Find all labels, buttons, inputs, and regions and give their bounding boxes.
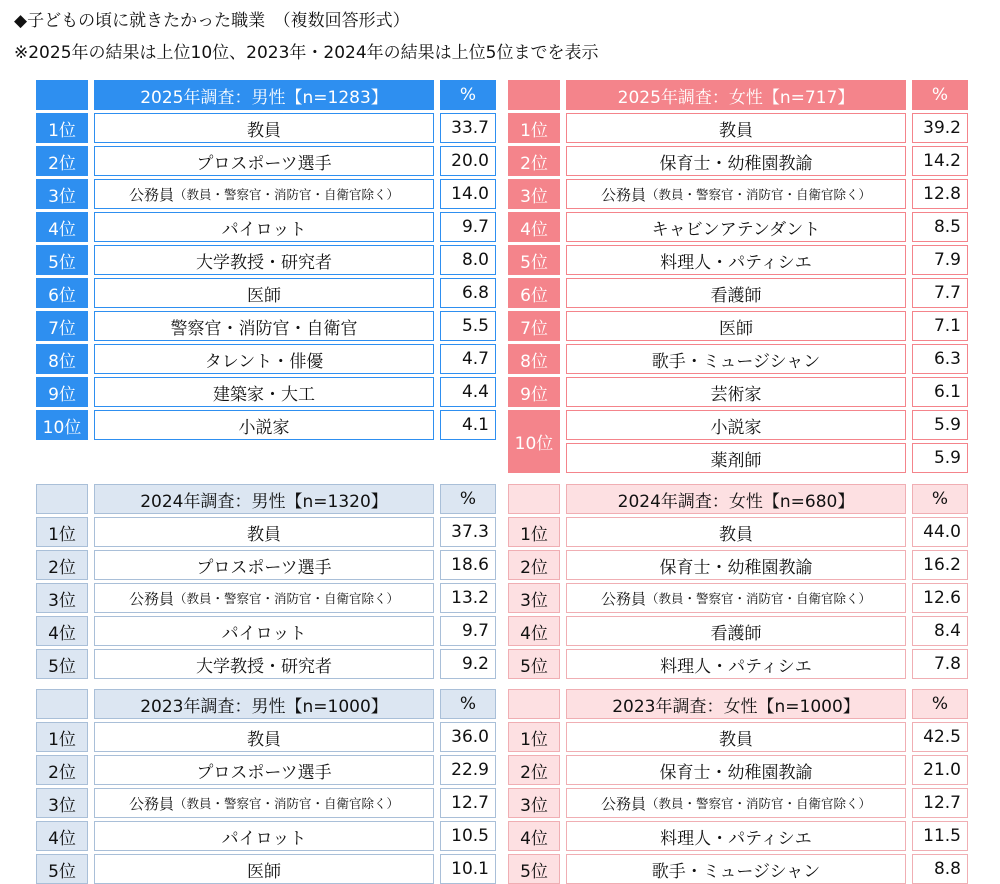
- pct-value: 5.9: [912, 410, 968, 440]
- rank-cell: 3位: [36, 583, 88, 613]
- table-title: 2025年調査：男性【n=1283】: [94, 80, 434, 110]
- job-name: 公務員 （教員・警察官・消防官・自衛官除く）: [94, 583, 434, 613]
- job-name: 芸術家: [566, 377, 906, 407]
- rank-cell: 1位: [508, 722, 560, 752]
- rank-cell: 6位: [508, 278, 560, 308]
- job-name: 歌手・ミュージシャン: [566, 344, 906, 374]
- pct-value: 8.8: [912, 854, 968, 884]
- job-name: プロスポーツ選手: [94, 755, 434, 785]
- rank-cell: 1位: [508, 517, 560, 547]
- job-name: 薬剤師: [566, 443, 906, 473]
- pct-value: 21.0: [912, 755, 968, 785]
- pct-value: 18.6: [440, 550, 496, 580]
- rank-cell: 5位: [36, 854, 88, 884]
- rank-cell: 7位: [508, 311, 560, 341]
- pct-header: %: [912, 689, 968, 719]
- header-rank-cell: [508, 484, 560, 514]
- rank-cell: 3位: [508, 179, 560, 209]
- pct-value: 33.7: [440, 113, 496, 143]
- pct-value: 8.5: [912, 212, 968, 242]
- rank-cell: 4位: [36, 212, 88, 242]
- rank-cell: 4位: [36, 821, 88, 851]
- pct-value: 16.2: [912, 550, 968, 580]
- job-name: 医師: [566, 311, 906, 341]
- pct-value: 4.1: [440, 410, 496, 440]
- job-name: 料理人・パティシエ: [566, 821, 906, 851]
- rank-cell: 4位: [36, 616, 88, 646]
- pct-value: 6.8: [440, 278, 496, 308]
- rank-cell: 2位: [36, 146, 88, 176]
- rank-cell: 4位: [508, 821, 560, 851]
- pct-header: %: [440, 80, 496, 110]
- rank-cell: 9位: [36, 377, 88, 407]
- pct-value: 12.7: [912, 788, 968, 818]
- rank-cell: 4位: [508, 616, 560, 646]
- pct-value: 42.5: [912, 722, 968, 752]
- rank-cell: 1位: [36, 517, 88, 547]
- rank-cell: 1位: [36, 113, 88, 143]
- job-name: 小説家: [94, 410, 434, 440]
- pct-value: 9.7: [440, 616, 496, 646]
- pct-value: 14.2: [912, 146, 968, 176]
- pct-value: 7.1: [912, 311, 968, 341]
- header-rank-cell: [508, 689, 560, 719]
- job-name: 公務員 （教員・警察官・消防官・自衛官除く）: [566, 583, 906, 613]
- pct-value: 8.4: [912, 616, 968, 646]
- job-name: 教員: [94, 722, 434, 752]
- rank-cell: 5位: [36, 649, 88, 679]
- job-name: 教員: [94, 113, 434, 143]
- pct-value: 11.5: [912, 821, 968, 851]
- job-name: 看護師: [566, 278, 906, 308]
- rank-cell: 2位: [508, 146, 560, 176]
- pct-header: %: [440, 484, 496, 514]
- pct-value: 6.1: [912, 377, 968, 407]
- pct-value: 37.3: [440, 517, 496, 547]
- rank-cell: 10位: [508, 410, 560, 473]
- table-title: 2023年調査：男性【n=1000】: [94, 689, 434, 719]
- pct-value: 9.7: [440, 212, 496, 242]
- job-name: 医師: [94, 278, 434, 308]
- job-name: 保育士・幼稚園教諭: [566, 550, 906, 580]
- rank-cell: 3位: [36, 788, 88, 818]
- pct-value: 7.9: [912, 245, 968, 275]
- job-name: 医師: [94, 854, 434, 884]
- job-name: 看護師: [566, 616, 906, 646]
- job-name: 保育士・幼稚園教諭: [566, 755, 906, 785]
- pct-value: 39.2: [912, 113, 968, 143]
- header-rank-cell: [36, 484, 88, 514]
- pct-header: %: [912, 484, 968, 514]
- job-name: パイロット: [94, 821, 434, 851]
- pct-value: 12.6: [912, 583, 968, 613]
- job-name: 警察官・消防官・自衛官: [94, 311, 434, 341]
- job-name: 教員: [94, 517, 434, 547]
- pct-value: 5.5: [440, 311, 496, 341]
- table-title: 2023年調査：女性【n=1000】: [566, 689, 906, 719]
- table-title: 2024年調査：女性【n=680】: [566, 484, 906, 514]
- job-name: タレント・俳優: [94, 344, 434, 374]
- header-rank-cell: [36, 689, 88, 719]
- job-name: 歌手・ミュージシャン: [566, 854, 906, 884]
- rank-cell: 6位: [36, 278, 88, 308]
- job-name: 教員: [566, 517, 906, 547]
- pct-value: 7.7: [912, 278, 968, 308]
- pct-header: %: [440, 689, 496, 719]
- rank-cell: 5位: [508, 245, 560, 275]
- pct-header: %: [912, 80, 968, 110]
- pct-value: 13.2: [440, 583, 496, 613]
- table-title: 2024年調査：男性【n=1320】: [94, 484, 434, 514]
- rank-cell: 3位: [36, 179, 88, 209]
- rank-cell: 2位: [36, 755, 88, 785]
- pct-value: 14.0: [440, 179, 496, 209]
- pct-value: 6.3: [912, 344, 968, 374]
- rank-cell: 7位: [36, 311, 88, 341]
- table-title: 2025年調査：女性【n=717】: [566, 80, 906, 110]
- pct-value: 4.7: [440, 344, 496, 374]
- page-note: ※2025年の結果は上位10位、2023年・2024年の結果は上位5位までを表示: [14, 43, 599, 63]
- job-name: パイロット: [94, 212, 434, 242]
- rank-cell: 9位: [508, 377, 560, 407]
- job-name: 大学教授・研究者: [94, 245, 434, 275]
- rank-cell: 2位: [508, 550, 560, 580]
- page-title: ◆子どもの頃に就きたかった職業 （複数回答形式）: [14, 11, 410, 31]
- rank-cell: 5位: [508, 649, 560, 679]
- rank-cell: 10位: [36, 410, 88, 440]
- job-name: 小説家: [566, 410, 906, 440]
- header-rank-cell: [508, 80, 560, 110]
- pct-value: 12.7: [440, 788, 496, 818]
- pct-value: 44.0: [912, 517, 968, 547]
- rank-cell: 1位: [36, 722, 88, 752]
- rank-cell: 3位: [508, 788, 560, 818]
- rank-cell: 5位: [36, 245, 88, 275]
- job-name: 公務員 （教員・警察官・消防官・自衛官除く）: [94, 788, 434, 818]
- rank-cell: 2位: [36, 550, 88, 580]
- rank-cell: 8位: [36, 344, 88, 374]
- job-name: プロスポーツ選手: [94, 550, 434, 580]
- job-name: 建築家・大工: [94, 377, 434, 407]
- pct-value: 4.4: [440, 377, 496, 407]
- pct-value: 9.2: [440, 649, 496, 679]
- pct-value: 7.8: [912, 649, 968, 679]
- rank-cell: 5位: [508, 854, 560, 884]
- job-name: 公務員 （教員・警察官・消防官・自衛官除く）: [94, 179, 434, 209]
- job-name: 大学教授・研究者: [94, 649, 434, 679]
- job-name: 教員: [566, 722, 906, 752]
- pct-value: 36.0: [440, 722, 496, 752]
- job-name: 料理人・パティシエ: [566, 649, 906, 679]
- pct-value: 10.5: [440, 821, 496, 851]
- job-name: パイロット: [94, 616, 434, 646]
- pct-value: 22.9: [440, 755, 496, 785]
- pct-value: 20.0: [440, 146, 496, 176]
- pct-value: 5.9: [912, 443, 968, 473]
- job-name: キャビンアテンダント: [566, 212, 906, 242]
- job-name: 料理人・パティシエ: [566, 245, 906, 275]
- pct-value: 8.0: [440, 245, 496, 275]
- rank-cell: 1位: [508, 113, 560, 143]
- header-rank-cell: [36, 80, 88, 110]
- pct-value: 12.8: [912, 179, 968, 209]
- job-name: 公務員 （教員・警察官・消防官・自衛官除く）: [566, 788, 906, 818]
- rank-cell: 8位: [508, 344, 560, 374]
- rank-cell: 2位: [508, 755, 560, 785]
- job-name: 保育士・幼稚園教諭: [566, 146, 906, 176]
- job-name: 教員: [566, 113, 906, 143]
- pct-value: 10.1: [440, 854, 496, 884]
- rank-cell: 3位: [508, 583, 560, 613]
- job-name: 公務員 （教員・警察官・消防官・自衛官除く）: [566, 179, 906, 209]
- job-name: プロスポーツ選手: [94, 146, 434, 176]
- rank-cell: 4位: [508, 212, 560, 242]
